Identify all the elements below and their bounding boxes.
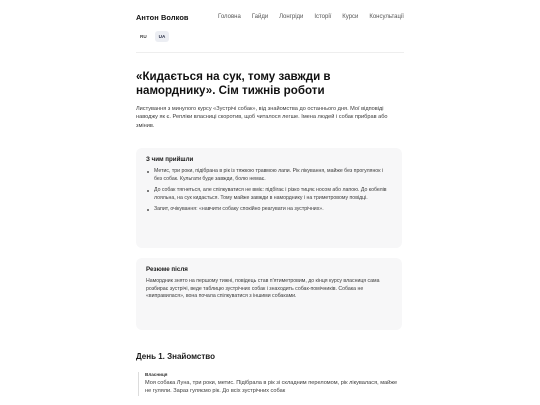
list-item: Метис, три роки, підібрана в рік із тяжкою травмою лапи. Рік лікування, майже без прогулянок і без собак. Кульгати буде завжди, болю немає.: [146, 168, 392, 183]
card-starting-heading: З чим прийшли: [146, 156, 194, 163]
message-speaker: Власниця: [145, 372, 168, 377]
nav-home[interactable]: Головна: [218, 14, 241, 20]
day1-message: [138, 372, 402, 396]
card-summary-after: [136, 258, 402, 330]
list-item: Запит, очікування: «навчити собаку спокійно реагувати на зустрічних».: [146, 206, 392, 214]
language-switcher: [136, 31, 169, 42]
starting-list: [146, 168, 392, 214]
nav-courses[interactable]: Курси: [342, 14, 359, 20]
lang-ru-button[interactable]: RU: [140, 34, 147, 39]
article-title: «Кидається на сук, тому завжди в наморднику». Сім тижнів роботи: [136, 70, 331, 97]
card-starting-point: [136, 148, 402, 248]
list-item: До собак тягнеться, але спілкуватися не вміє: підбігає і різко тицяє носом або лапою. До кобелів лояльна, на сук кидається. Тому майже завжди в наморднику і на триметровому повідці.: [146, 187, 392, 202]
nav-longreads[interactable]: Лонгріди: [279, 14, 304, 20]
brand-logo[interactable]: Антон Волков: [136, 13, 189, 22]
card-summary-heading: Резюме після: [146, 266, 188, 273]
article-intro: Листування з минулого курсу «Зустрічі собак», від знайомства до останнього дня. Мої відповіді наводжу як є. Репліки власниці скоротив, щоб читалося легше. Імена людей і собак прибрав або змінив.: [136, 106, 388, 129]
card-summary-text: Намордник знято на першому тижні, повідець став п'ятиметровим, до кінця курсу власниця сама розбирає зустрічі, веде таблицю зустрічних собак і знаходить собак-помічників. Собака не «виправилася», вона почала спілкуватися з іншими собаками.: [146, 278, 380, 300]
message-text: Моя собака Луна, три роки, метис. Підібрала в рік зі складним переломом, рік лікувалася, майже не гуляли. Зараз гуляємо рік. До всіх зустрічних собак: [145, 380, 398, 395]
header-divider: [136, 52, 404, 53]
day1-heading: День 1. Знайомство: [136, 352, 215, 361]
main-nav: [218, 14, 404, 20]
lang-ua-button[interactable]: UA: [155, 31, 170, 42]
nav-guides[interactable]: Гайди: [251, 14, 269, 20]
nav-stories[interactable]: Історії: [314, 14, 332, 20]
nav-consultations[interactable]: Консультації: [369, 14, 404, 20]
